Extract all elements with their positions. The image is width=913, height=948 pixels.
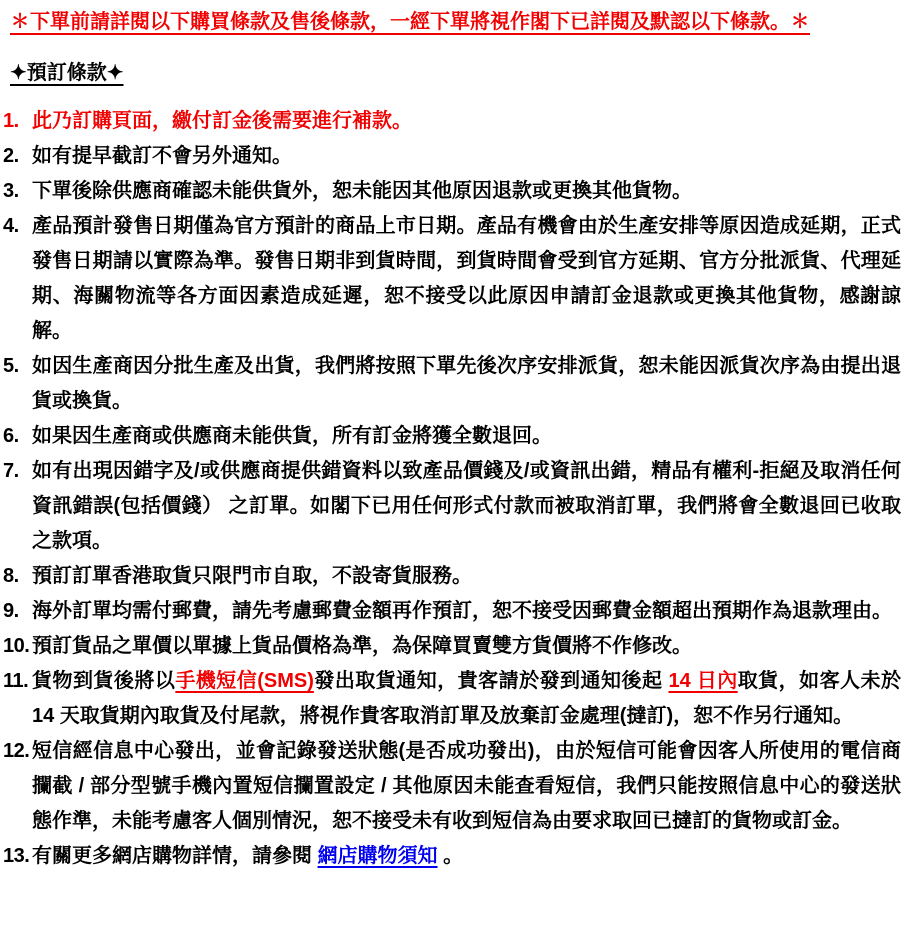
term-number: 4. <box>3 215 19 237</box>
term-item-4 <box>3 209 901 349</box>
term-number: 12. <box>3 740 30 762</box>
term-text: 短信經信息中心發出，並會記錄發送狀態(是否成功發出)，由於短信可能會因客人所使用的電信商攔截 / 部分型號手機內置短信攔置設定 / 其他原因未能查看短信，我們只能按照信息中心的發送狀態作準，未能考慮客人個別情況，恕不接受未有收到短信為由要求取回已撻訂的貨物或訂金。 <box>32 740 901 832</box>
term-item-6 <box>3 419 901 454</box>
term-item-3 <box>3 174 901 209</box>
term-text: 如有提早截訂不會另外通知。 <box>32 145 292 167</box>
store-shopping-notice-link[interactable]: 網店購物須知 <box>317 845 438 867</box>
term-number: 3. <box>3 180 19 202</box>
term-text: 如因生產商因分批生產及出貨，我們將按照下單先後次序安排派貨，恕未能因派貨次序為由提出退貨或換貨。 <box>32 355 901 412</box>
section-heading-preorder-terms: ✦預訂條款✦ <box>10 62 124 84</box>
term-number: 5. <box>3 355 19 377</box>
term-number: 6. <box>3 425 19 447</box>
term-item-13 <box>3 839 901 874</box>
sms-notice-highlight: 手機短信(SMS) <box>175 670 314 692</box>
term-item-12 <box>3 734 901 839</box>
term-number: 13. <box>3 845 30 867</box>
term-item-10 <box>3 629 901 664</box>
term-number: 10. <box>3 635 30 657</box>
term-item-8 <box>3 559 901 594</box>
term-number: 2. <box>3 145 19 167</box>
term-text: 如果因生產商或供應商未能供貨，所有訂金將獲全數退回。 <box>32 425 552 447</box>
terms-list <box>3 104 901 874</box>
term-text: 發出取貨通知，貴客請於發到通知後起 <box>313 670 669 692</box>
term-text: 預訂訂單香港取貨只限門市自取，不設寄貨服務。 <box>32 565 472 587</box>
term-item-2 <box>3 139 901 174</box>
term-text: 此乃訂購頁面，繳付訂金後需要進行補款。 <box>32 110 412 132</box>
term-text: 產品預計發售日期僅為官方預計的商品上市日期。產品有機會由於生產安排等原因造成延期，正式發售日期請以實際為準。發售日期非到貨時間，到貨時間會受到官方延期、官方分批派貨、代理延期、海關物流等各方面因素造成延遲，恕不接受以此原因申請訂金退款或更換其他貨物，感謝諒解。 <box>32 215 901 342</box>
term-item-1 <box>3 104 901 139</box>
term-number: 1. <box>3 110 19 132</box>
pre-order-warning-banner: ✽下單前請詳閱以下購買條款及售後條款，一經下單將視作閣下已詳閱及默認以下條款。✽ <box>10 11 810 33</box>
term-number: 7. <box>3 460 19 482</box>
term-text: 海外訂單均需付郵費，請先考慮郵費金額再作預訂，恕不接受因郵費金額超出預期作為退款理由。 <box>32 600 892 622</box>
term-text: 預訂貨品之單價以單據上貨品價格為準，為保障買賣雙方貨價將不作修改。 <box>32 635 692 657</box>
pickup-deadline-highlight: 14 日內 <box>668 670 738 692</box>
term-number: 8. <box>3 565 19 587</box>
term-item-5 <box>3 349 901 419</box>
term-item-7 <box>3 454 901 559</box>
term-text: 取貨，如客人未於 14 天取貨期內取貨及付尾款，將視作貴客取消訂單及放棄訂金處理(撻訂)，恕不作另行通知。 <box>32 670 902 727</box>
term-text: 如有出現因錯字及/或供應商提供錯資料以致產品價錢及/或資訊出錯，精品有權利-拒絕及取消任何資訊錯誤(包括價錢） 之訂單。如閣下已用任何形式付款而被取消訂單，我們將會全數退回已收取之款項。 <box>32 460 901 552</box>
term-text: 有關更多網店購物詳情，請參閱 <box>32 845 318 867</box>
term-item-11 <box>3 664 901 734</box>
term-text: 。 <box>437 845 464 867</box>
term-number: 11. <box>3 670 29 692</box>
term-text: 貨物到貨後將以 <box>32 670 176 692</box>
term-number: 9. <box>3 600 19 622</box>
term-text: 下單後除供應商確認未能供貨外，恕未能因其他原因退款或更換其他貨物。 <box>32 180 692 202</box>
term-item-9 <box>3 594 901 629</box>
